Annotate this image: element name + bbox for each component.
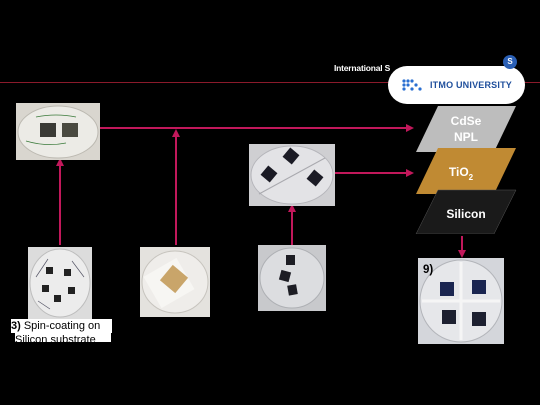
step3-caption-line1: Spin-coating on [23, 320, 101, 332]
label-tio-sub: 2 [468, 173, 474, 182]
photo-petri-three-samples [249, 144, 335, 206]
step3-number: 3) [11, 320, 21, 332]
logo-text: ITMO UNIVERSITY [429, 80, 512, 90]
logo-badge: S [503, 55, 517, 69]
step9-label: 9) [423, 264, 434, 276]
label-silicon: Silicon [446, 207, 486, 221]
photo-dark-samples [258, 245, 326, 311]
label-tio: TiO [448, 165, 469, 179]
layer-stack-diagram [410, 104, 530, 234]
layer-cdse-npl [416, 106, 516, 152]
header-title: International S [334, 63, 391, 73]
step3-caption-line2-box [15, 333, 111, 342]
step3-caption [11, 319, 112, 333]
label-cdse: CdSe [450, 114, 482, 128]
photo-gold-sample [140, 247, 210, 317]
label-npl: NPL [454, 130, 478, 144]
photo-step3-spin-coating [28, 247, 92, 320]
photo-petri-top-left [16, 103, 100, 160]
step3-caption-line2: Silicon substrate [15, 334, 96, 342]
